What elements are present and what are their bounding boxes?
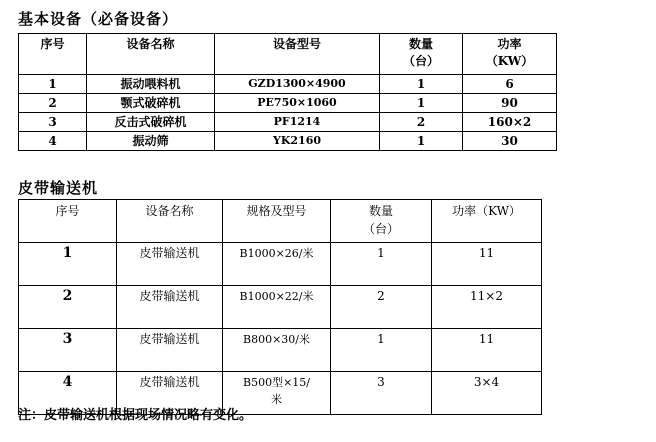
cell-model [223,243,331,286]
cell-name: 振动筛 [87,132,215,151]
header-power-line1: 功率 [497,37,522,51]
header-name: 设备名称 [117,200,223,243]
cell-power: 11×2 [432,286,542,329]
cell-index: 4 [19,132,87,151]
table-row [19,286,542,329]
cell-index: 3 [19,329,117,372]
cell-model: YK2160 [215,132,380,151]
cell-qty: 2 [331,286,432,329]
cell-qty: 1 [380,75,463,94]
cell-power: 6 [463,75,557,94]
table-row [19,329,542,372]
cell-index: 1 [19,75,87,94]
cell-power: 160×2 [463,113,557,132]
footnote: 注：皮带输送机根据现场情况略有变化。 [18,408,253,423]
section2-title: 皮带输送机 [18,179,99,197]
cell-power: 11 [432,243,542,286]
cell-name: 振动喂料机 [87,75,215,94]
cell-name: 颚式破碎机 [87,94,215,113]
cell-name: 皮带输送机 [117,286,223,329]
belt-conveyor-table [18,199,542,415]
header-model: 规格及型号 [223,200,331,243]
table-header-row [19,34,557,75]
header-qty [380,34,463,75]
header-qty [331,200,432,243]
cell-model-line1: B500型×15/ [243,376,310,389]
table-row [19,113,557,132]
cell-name: 反击式破碎机 [87,113,215,132]
header-power [463,34,557,75]
header-index: 序号 [19,34,87,75]
section1-title: 基本设备（必备设备） [18,10,179,28]
header-model: 设备型号 [215,34,380,75]
header-power: 功率（KW） [432,200,542,243]
cell-name: 皮带输送机 [117,372,223,415]
cell-model: GZD1300×4900 [215,75,380,94]
cell-model [223,286,331,329]
table-row [19,94,557,113]
cell-name: 皮带输送机 [117,243,223,286]
table-row [19,132,557,151]
cell-index: 3 [19,113,87,132]
cell-index: 2 [19,286,117,329]
cell-qty: 3 [331,372,432,415]
header-index: 序号 [19,200,117,243]
cell-index: 4 [19,372,117,415]
cell-qty: 1 [331,329,432,372]
table-row [19,243,542,286]
cell-power: 90 [463,94,557,113]
cell-qty: 2 [380,113,463,132]
table-header-row [19,200,542,243]
cell-model-line1: B1000×22/米 [239,290,314,303]
cell-model: PF1214 [215,113,380,132]
cell-power: 11 [432,329,542,372]
header-name: 设备名称 [87,34,215,75]
header-qty-line1: 数量 [408,37,433,51]
cell-qty: 1 [380,132,463,151]
header-qty-line2: （台） [402,54,439,68]
cell-model: PE750×1060 [215,94,380,113]
cell-power: 30 [463,132,557,151]
cell-model-line2: 米 [271,393,282,406]
cell-index: 1 [19,243,117,286]
cell-name: 皮带输送机 [117,329,223,372]
cell-model-line1: B1000×26/米 [239,247,314,260]
table-row [19,75,557,94]
cell-qty: 1 [331,243,432,286]
cell-model-line1: B800×30/米 [243,333,310,346]
cell-model [223,329,331,372]
cell-index: 2 [19,94,87,113]
cell-qty: 1 [380,94,463,113]
basic-equipment-table [18,33,557,151]
cell-power: 3×4 [432,372,542,415]
header-power-line2: （KW） [485,54,534,68]
header-qty-line1: 数量 [368,204,393,218]
header-qty-line2: （台） [362,222,399,236]
